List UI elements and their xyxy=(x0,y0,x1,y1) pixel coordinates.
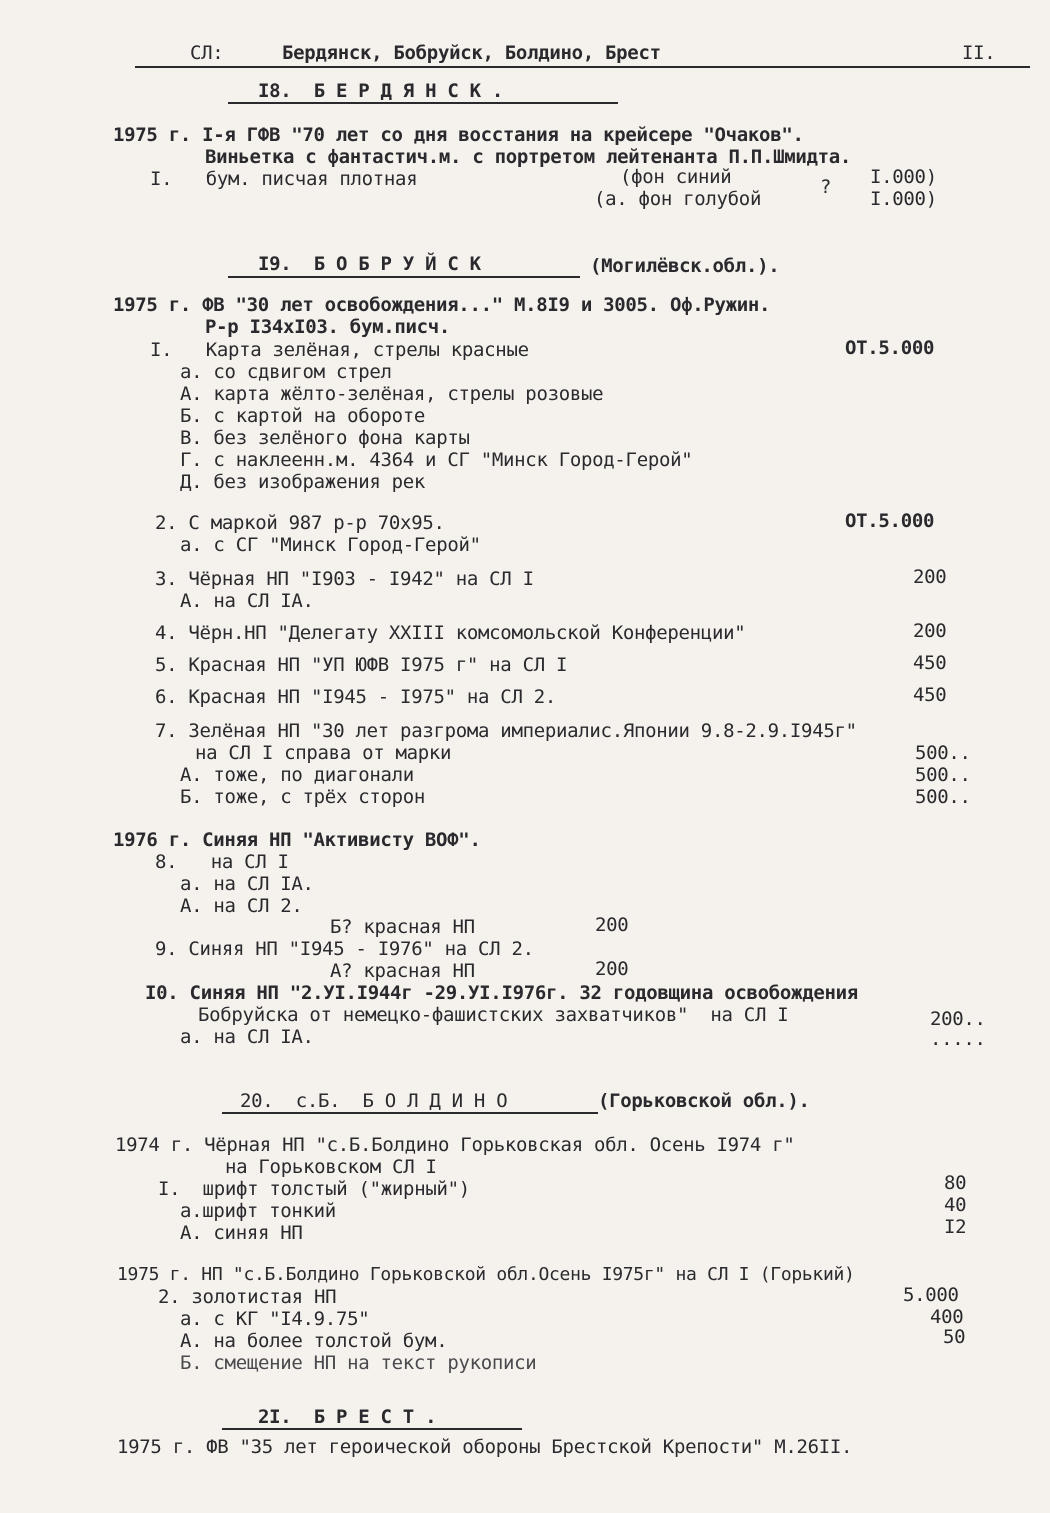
header-label: СЛ: xyxy=(190,42,224,64)
s18-line: (а. фон голубой xyxy=(594,188,762,210)
s19-value: 200 xyxy=(595,914,629,936)
s19-line: В. без зелёного фона карты xyxy=(180,427,470,449)
s19-line: 2. С маркой 987 р-р 70х95. xyxy=(155,512,445,534)
s20-line: 1974 г. Чёрная НП "с.Б.Болдино Горьковская обл. Осень I974 г" xyxy=(115,1134,795,1156)
s19-value: 200 xyxy=(913,620,947,642)
s20-line: Б. смещение НП на текст рукописи xyxy=(180,1352,537,1374)
s19-line: 5. Красная НП "УП ЮФВ I975 г" на СЛ I xyxy=(155,654,568,676)
s19-line: а. на СЛ IA. xyxy=(180,1026,314,1048)
s19-value: 200 xyxy=(595,958,629,980)
s19-line: А. на СЛ IA. xyxy=(180,590,314,612)
s19-line: а. с СГ "Минск Город-Герой" xyxy=(180,534,481,556)
s19-line: Д. без изображения рек xyxy=(180,471,426,493)
s19-value: 500.. xyxy=(915,786,971,808)
s20-line: А. на более толстой бум. xyxy=(180,1330,448,1352)
s18-line: ? xyxy=(820,176,832,198)
section-21-rule xyxy=(222,1428,522,1430)
s20-line: I. шрифт толстый ("жирный") xyxy=(158,1178,470,1200)
s19-value: 500.. xyxy=(915,742,971,764)
s20-value: 40 xyxy=(944,1194,967,1216)
s19-line: Р-р I34хI03. бум.писч. xyxy=(205,316,451,338)
s19-line: 4. Чёрн.НП "Делегату XXIII комсомольской Конференции" xyxy=(155,622,746,644)
s18-value: I.000) xyxy=(870,166,937,188)
s19-value: 500.. xyxy=(915,764,971,786)
s19-value: ..... xyxy=(930,1028,986,1050)
s19-line: Г. с наклеенн.м. 4364 и СГ "Минск Город-Герой" xyxy=(180,449,693,471)
s20-value: 50 xyxy=(943,1326,966,1348)
s19-line: Б. тоже, с трёх сторон xyxy=(180,786,426,808)
s19-line: Б. с картой на обороте xyxy=(180,405,426,427)
s19-value: 450 xyxy=(913,684,947,706)
s18-line: I. бум. писчая плотная xyxy=(150,168,418,190)
s19-line: А? красная НП xyxy=(330,960,475,982)
s19-line: на СЛ I справа от марки xyxy=(195,742,452,764)
s19-value: 200.. xyxy=(930,1008,986,1030)
s19-value: 200 xyxy=(913,566,947,588)
s20-line: на Горьковском СЛ I xyxy=(225,1156,437,1178)
s19-line: 1976 г. Синяя НП "Активисту ВОФ". xyxy=(113,829,481,851)
s20-value: 400 xyxy=(930,1306,964,1328)
section-19-title: I9. Б О Б Р У Й С К xyxy=(258,253,481,275)
s20-line: А. синяя НП xyxy=(180,1222,303,1244)
s21-line: 1975 г. ФВ "35 лет героической обороны Брестской Крепости" М.26II. xyxy=(117,1436,853,1458)
s19-line: I0. Синяя НП "2.УI.I944г -29.УI.I976г. 32 годовщина освобождения xyxy=(145,982,858,1004)
s18-value: I.000) xyxy=(870,188,937,210)
s19-line: I. Карта зелёная, стрелы красные xyxy=(150,339,529,361)
s19-value: 450 xyxy=(913,652,947,674)
s19-line: Бобруйска от немецко-фашистских захватчиков" на СЛ I xyxy=(198,1004,789,1026)
s19-line: Б? красная НП xyxy=(330,916,475,938)
header-rule xyxy=(135,66,1030,68)
s19-line: 7. Зелёная НП "30 лет разгрома империалис.Японии 9.8-2.9.I945г" xyxy=(155,720,857,742)
s19-line: 1975 г. ФВ "30 лет освобождения..." М.8I9 и 3005. Оф.Ружин. xyxy=(113,294,771,316)
s20-line: 2. золотистая НП xyxy=(158,1286,337,1308)
header-places: Бердянск, Бобруйск, Болдино, Брест xyxy=(282,42,661,64)
s19-line: а. на СЛ IA. xyxy=(180,873,314,895)
s19-line: 3. Чёрная НП "I903 - I942" на СЛ I xyxy=(155,568,534,590)
section-20-rule xyxy=(222,1112,598,1114)
section-19-rule xyxy=(228,276,580,278)
s20-value: 5.000 xyxy=(903,1284,959,1306)
s20-value: 80 xyxy=(944,1172,967,1194)
s20-value: I2 xyxy=(944,1216,967,1238)
section-18-rule xyxy=(228,102,618,104)
section-20-title: 20. с.Б. Б О Л Д И Н О xyxy=(240,1090,508,1112)
s20-line: а.шрифт тонкий xyxy=(180,1200,336,1222)
section-18-title: I8. Б Е Р Д Я Н С К . xyxy=(258,80,504,102)
s18-line: Виньетка с фантастич.м. с портретом лейтенанта П.П.Шмидта. xyxy=(205,146,852,168)
section-21-title: 2I. Б Р Е С Т . xyxy=(258,1406,437,1428)
s19-value: ОТ.5.000 xyxy=(845,510,935,532)
section-20-region: (Горьковской обл.). xyxy=(598,1090,810,1112)
s19-line: А. на СЛ 2. xyxy=(180,895,303,917)
s19-value: ОТ.5.000 xyxy=(845,337,935,359)
s20-line: 1975 г. НП "с.Б.Болдино Горьковской обл.Осень I975г" на СЛ I (Горький) xyxy=(117,1264,855,1285)
s19-line: 8. на СЛ I xyxy=(155,851,289,873)
s19-line: 9. Синяя НП "I945 - I976" на СЛ 2. xyxy=(155,938,534,960)
s19-line: 6. Красная НП "I945 - I975" на СЛ 2. xyxy=(155,686,557,708)
s18-line: 1975 г. I-я ГФВ "70 лет со дня восстания на крейсере "Очаков". xyxy=(113,124,804,146)
section-19-region: (Могилёвск.обл.). xyxy=(590,255,780,277)
s19-line: А. тоже, по диагонали xyxy=(180,764,414,786)
s20-line: а. с КГ "I4.9.75" xyxy=(180,1308,370,1330)
s19-line: а. со сдвигом стрел xyxy=(180,361,392,383)
s18-line: (фон синий xyxy=(620,166,732,188)
page-number: II. xyxy=(962,42,996,64)
s19-line: А. карта жёлто-зелёная, стрелы розовые xyxy=(180,383,604,405)
